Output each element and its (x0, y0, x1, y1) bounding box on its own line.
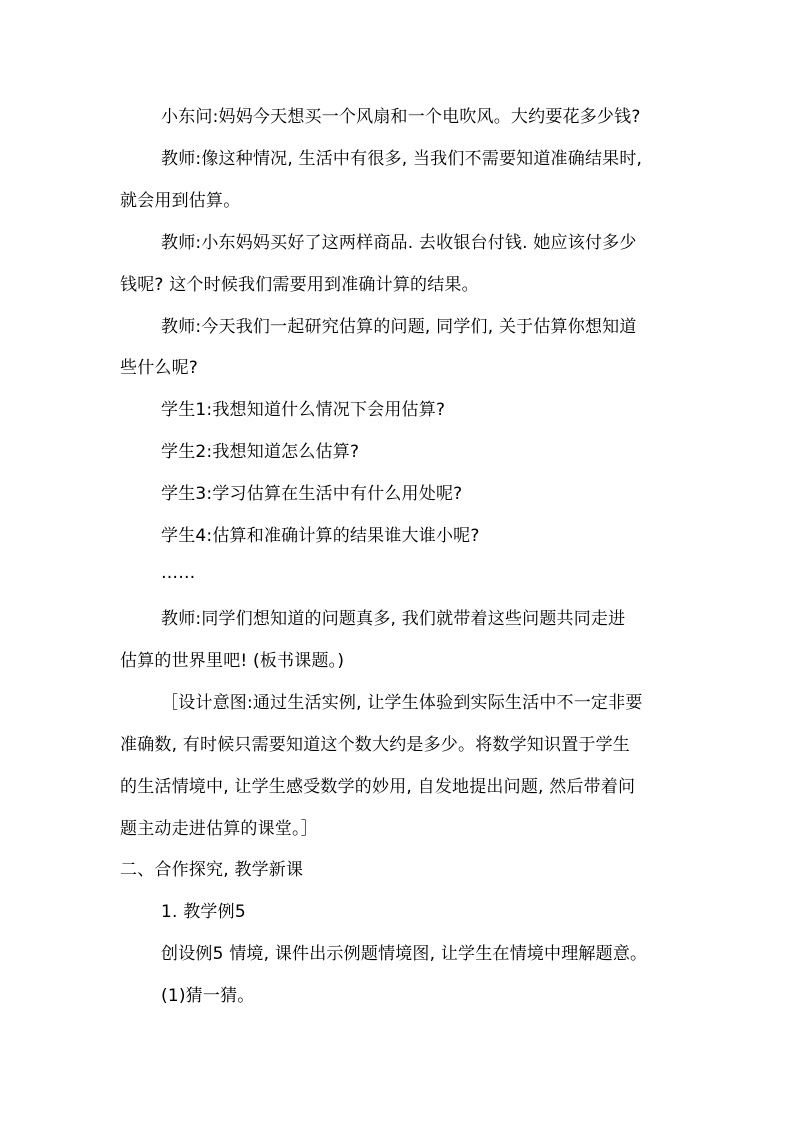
ellipsis-line: …… (161, 563, 196, 583)
paragraph-line: 就会用到估算。 (120, 191, 241, 211)
design-intent-line: ［设计意图:通过生活实例, 让学生体验到实际生活中不一定非要 (161, 693, 643, 713)
paragraph-line: 估算的世界里吧! (板书课题。) (120, 651, 345, 671)
paragraph-line: (1)猜一猜。 (161, 986, 255, 1006)
paragraph-line: 钱呢? 这个时候我们需要用到准确计算的结果。 (120, 275, 479, 295)
paragraph-line: 创设例5 情境, 课件出示例题情境图, 让学生在情境中理解题意。 (161, 944, 648, 964)
paragraph-line: 教师:像这种情况, 生活中有很多, 当我们不需要知道准确结果时, (161, 149, 643, 169)
paragraph-line: 教师:小东妈妈买好了这两样商品. 去收银台付钱. 她应该付多少 (161, 233, 637, 253)
paragraph-line-student-4: 学生4:估算和准确计算的结果谁大谁小呢? (161, 526, 480, 546)
paragraph-line-student-3: 学生3:学习估算在生活中有什么用处呢? (161, 484, 463, 504)
design-intent-line: 准确数, 有时候只需要知道这个数大约是多少。将数学知识置于学生 (120, 735, 631, 755)
section-heading: 二、合作探究, 教学新课 (120, 860, 304, 880)
paragraph-line: 教师:今天我们一起研究估算的问题, 同学们, 关于估算你想知道 (161, 317, 637, 337)
paragraph-line: 些什么呢? (120, 358, 199, 378)
subsection-heading: 1. 教学例5 (161, 902, 246, 922)
paragraph-line-question: 小东问:妈妈今天想买一个风扇和一个电吹风。大约要花多少钱? (161, 107, 641, 127)
paragraph-line-student-1: 学生1:我想知道什么情况下会用估算? (161, 400, 446, 420)
design-intent-line: 题主动走进估算的课堂。］ (120, 819, 318, 839)
paragraph-line: 教师:同学们想知道的问题真多, 我们就带着这些问题共同走进 (161, 609, 626, 629)
design-intent-line: 的生活情境中, 让学生感受数学的妙用, 自发地提出问题, 然后带着问 (120, 777, 636, 797)
paragraph-line-student-2: 学生2:我想知道怎么估算? (161, 442, 360, 462)
